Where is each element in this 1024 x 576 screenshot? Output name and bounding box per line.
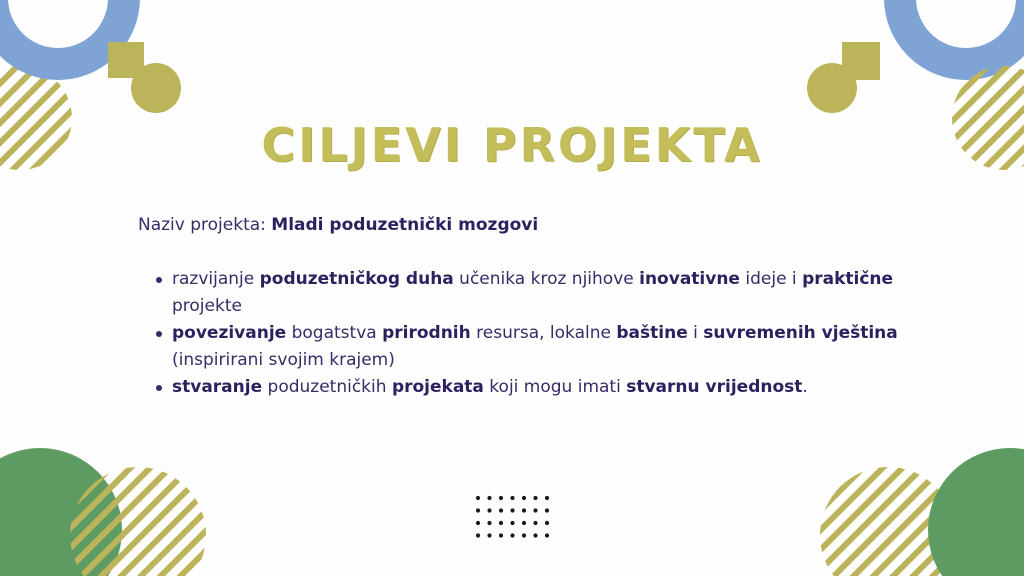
goal-text-bold: stvarnu vrijednost (626, 377, 803, 397)
goal-text-bold: povezivanje (172, 323, 287, 343)
goal-text-bold: suvremenih vještina (703, 323, 898, 343)
dot (499, 496, 503, 500)
dot (476, 533, 480, 537)
goal-text-bold: projekata (391, 377, 484, 397)
goal-text: . (802, 377, 808, 397)
goal-text: poduzetničkih (262, 377, 392, 397)
dot (522, 521, 526, 525)
dot (533, 508, 537, 512)
dot (510, 508, 514, 512)
dot (476, 508, 480, 512)
goal-text: učenika kroz njihove (453, 269, 640, 289)
dot (510, 496, 514, 500)
bottom-left-decoration (0, 448, 206, 576)
dot (487, 508, 491, 512)
dot (522, 508, 526, 512)
project-label: Naziv projekta: (138, 215, 266, 235)
dot (545, 533, 549, 537)
dot (545, 496, 549, 500)
dot (533, 521, 537, 525)
slide-title: CILJEVI PROJEKTA (261, 118, 763, 172)
dot-grid (476, 496, 549, 538)
goal-text-bold: baštine (616, 323, 688, 343)
goal-text-bold: prirodnih (382, 323, 471, 343)
dot (487, 533, 491, 537)
dot (545, 508, 549, 512)
dot (476, 521, 480, 525)
dot (499, 508, 503, 512)
goal-item (172, 374, 918, 401)
dot (487, 496, 491, 500)
dot (510, 521, 514, 525)
dot (533, 496, 537, 500)
dot (499, 521, 503, 525)
goal-text: razvijanje (172, 269, 260, 289)
goal-text: bogatstva (286, 323, 383, 343)
dot (499, 533, 503, 537)
dot (510, 533, 514, 537)
goal-text-bold: inovativne (639, 269, 740, 289)
goal-text-bold: stvaranje (172, 377, 263, 397)
goal-item (172, 320, 918, 374)
goals-list (138, 266, 918, 401)
goal-text: i (687, 323, 704, 343)
dot (522, 533, 526, 537)
goal-text: koji mogu imati (483, 377, 627, 397)
project-name-line (138, 212, 918, 239)
project-name: Mladi poduzetnički mozgovi (271, 215, 539, 235)
dot (487, 521, 491, 525)
dot (522, 496, 526, 500)
goal-text: ideje i (739, 269, 803, 289)
goal-text-bold: praktične (802, 269, 894, 289)
dot (533, 533, 537, 537)
bottom-right-decoration (820, 448, 1024, 576)
dot (545, 521, 549, 525)
goal-text: (inspirirani svojim krajem) (172, 350, 395, 370)
goal-text-bold: poduzetničkog duha (259, 269, 454, 289)
goal-text: resursa, lokalne (470, 323, 617, 343)
goal-text: projekte (172, 296, 242, 316)
dot (476, 496, 480, 500)
goal-item (172, 266, 918, 320)
slide-content (138, 212, 918, 401)
